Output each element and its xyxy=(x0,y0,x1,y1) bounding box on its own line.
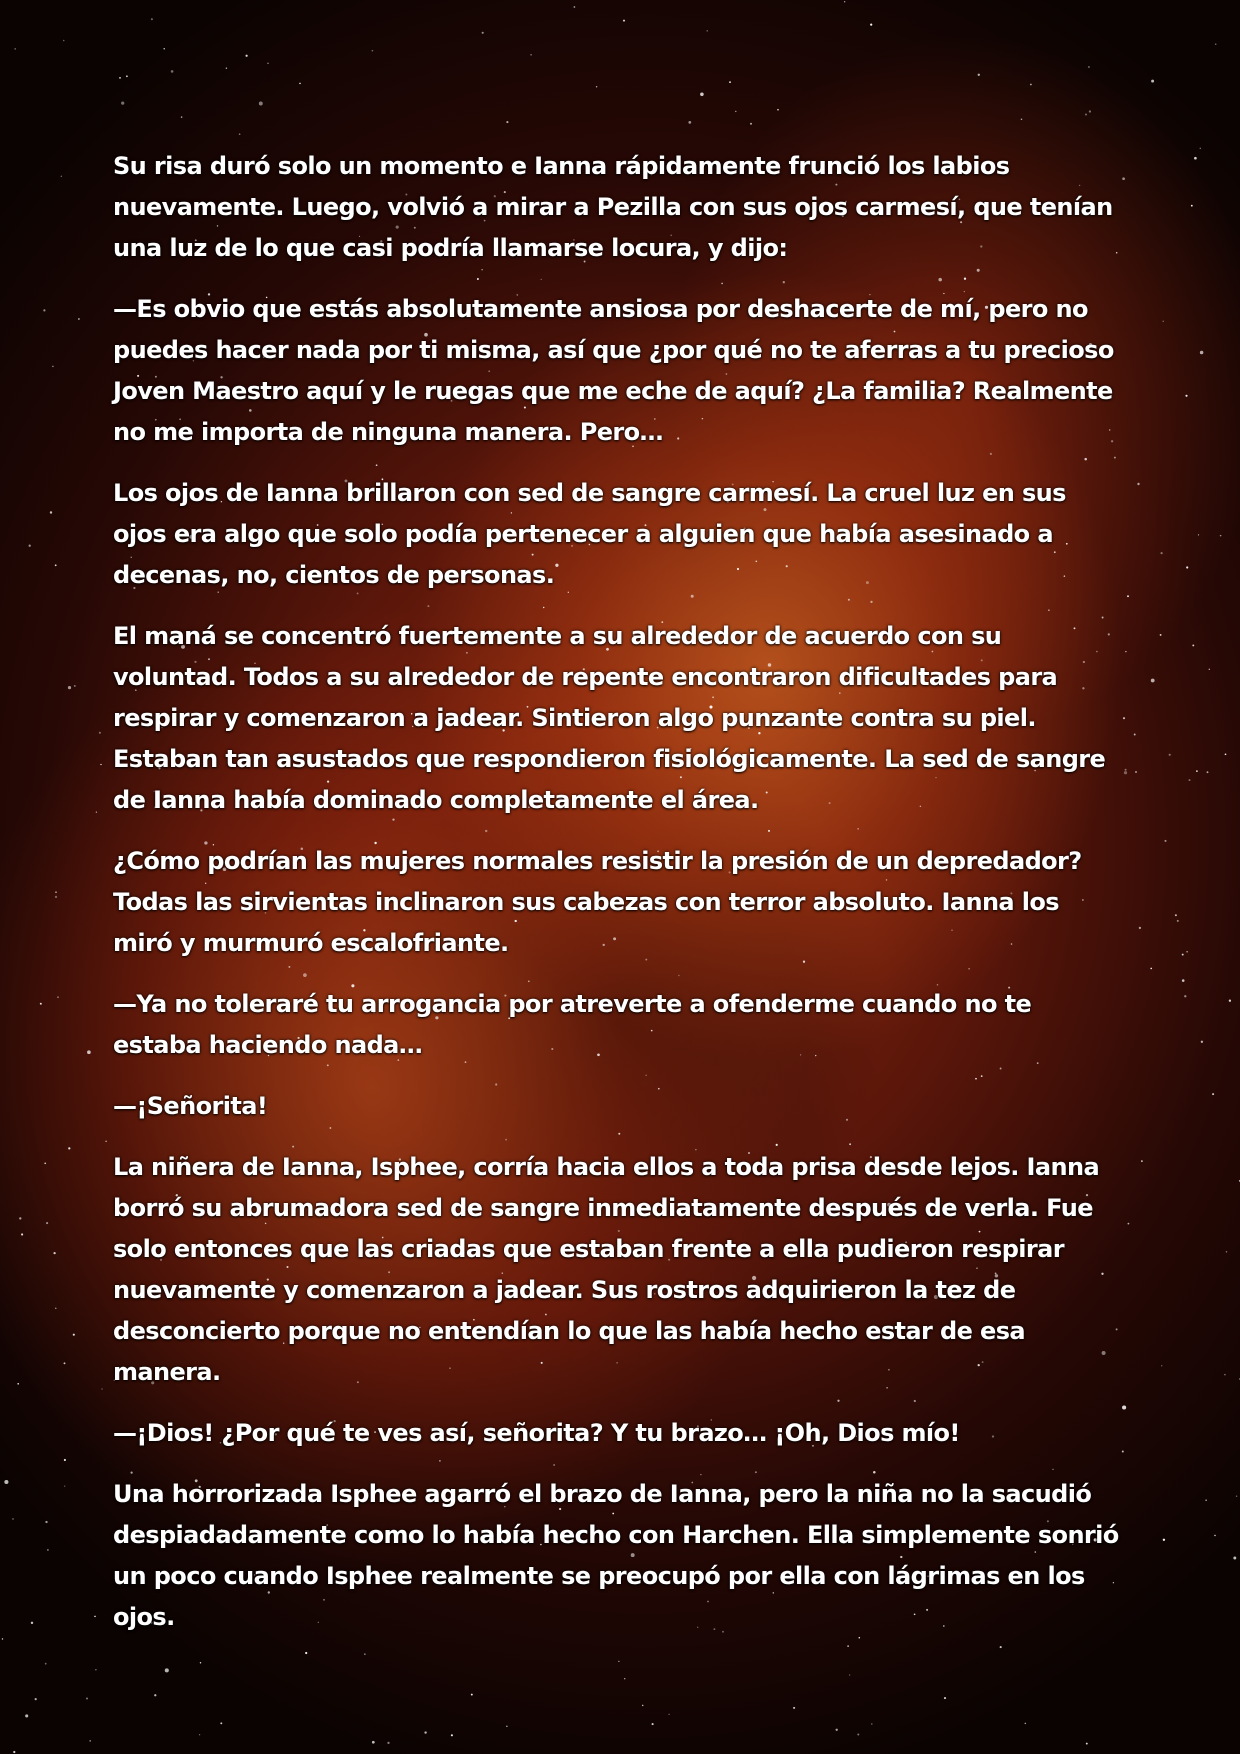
star-dot xyxy=(668,1714,669,1715)
star-dot xyxy=(1160,634,1162,636)
star-dot xyxy=(387,1742,389,1744)
star-dot xyxy=(944,1697,946,1699)
star-dot xyxy=(1125,651,1126,652)
star-dot xyxy=(471,1694,473,1696)
star-dot xyxy=(574,6,576,8)
star-dot xyxy=(1175,914,1177,916)
star-dot xyxy=(978,74,980,76)
star-dot xyxy=(750,123,752,125)
star-dot xyxy=(1236,1496,1237,1497)
star-dot xyxy=(43,309,45,311)
star-dot xyxy=(777,109,779,111)
star-dot xyxy=(1233,1557,1236,1560)
star-dot xyxy=(1196,770,1198,772)
star-dot xyxy=(1164,840,1166,842)
star-dot xyxy=(1209,669,1210,670)
star-dot xyxy=(506,121,508,123)
star-dot xyxy=(871,1723,872,1724)
star-dot xyxy=(1150,968,1152,970)
star-dot xyxy=(4,1480,8,1484)
paragraph-10: Una horrorizada Isphee agarró el brazo de Ianna, pero la niña no la sacudió despiadadamente como lo había hecho con Harchen. Ella simplemente sonrió un poco cuando Isphee realmente se preocupó por ella con lágrimas en los ojos. xyxy=(113,1480,1119,1631)
star-dot xyxy=(1229,1000,1231,1002)
star-dot xyxy=(1161,1365,1162,1366)
star-dot xyxy=(151,18,153,20)
star-dot xyxy=(64,1485,65,1486)
star-dot xyxy=(299,83,301,85)
star-dot xyxy=(165,1668,169,1672)
star-dot xyxy=(64,1459,66,1461)
paragraph-4: El maná se concentró fuertemente a su alrededor de acuerdo con su voluntad. Todos a su alrededor de repente encontraron dificultades para respirar y comenzaron a jadear. Sintieron algo punzante contra su piel. Estaban tan asustados que respondieron fisiológicamente. La sed de sangre de Ianna había dominado completamente el área. xyxy=(113,622,1106,814)
star-dot xyxy=(171,70,174,73)
star-dot xyxy=(181,116,183,118)
star-dot xyxy=(105,1140,107,1142)
story-text xyxy=(113,146,1123,1658)
star-dot xyxy=(154,1694,156,1696)
star-dot xyxy=(1184,995,1186,997)
star-dot xyxy=(1160,552,1162,554)
star-dot xyxy=(121,101,124,104)
star-dot xyxy=(1163,1539,1165,1541)
star-dot xyxy=(31,1622,33,1624)
star-dot xyxy=(1124,771,1127,774)
paragraph-3: Los ojos de Ianna brillaron con sed de sangre carmesí. La cruel luz en sus ojos era algo que solo podía pertenecer a alguien que había asesinado a decenas, no, cientos de personas. xyxy=(113,479,1066,589)
star-dot xyxy=(735,111,736,112)
star-dot xyxy=(642,1705,644,1707)
star-dot xyxy=(94,1616,96,1618)
star-dot xyxy=(86,1698,88,1700)
star-dot xyxy=(707,30,708,31)
paragraph-7: —¡Señorita! xyxy=(113,1092,268,1120)
star-dot xyxy=(652,1723,654,1725)
star-dot xyxy=(1200,351,1204,355)
star-dot xyxy=(1214,1535,1215,1536)
paragraph-8: La niñera de Ianna, Isphee, corría hacia ellos a toda prisa desde lejos. Ianna borró su abrumadora sed de sangre inmediatamente después de verla. Fue solo entonces que las criadas que estaban frente a ella pudieron respirar nuevamente y comenzaron a jadear. Sus rostros adquirieron la tez de desconcierto porque no entendían lo que las había hecho estar de esa manera. xyxy=(113,1153,1100,1386)
star-dot xyxy=(245,55,247,57)
star-dot xyxy=(35,1698,37,1700)
star-dot xyxy=(1186,566,1188,568)
star-dot xyxy=(55,891,57,893)
star-dot xyxy=(870,23,872,25)
star-dot xyxy=(1192,644,1194,646)
star-dot xyxy=(530,54,532,56)
star-dot xyxy=(844,1,845,2)
star-dot xyxy=(1086,1743,1088,1745)
star-dot xyxy=(17,1383,19,1385)
star-dot xyxy=(57,996,59,998)
star-dot xyxy=(1134,734,1136,736)
star-dot xyxy=(99,732,101,734)
star-dot xyxy=(1194,157,1197,160)
star-dot xyxy=(44,1162,46,1164)
star-dot xyxy=(1123,717,1125,719)
star-dot xyxy=(68,1147,70,1149)
star-dot xyxy=(55,896,57,898)
star-dot xyxy=(239,133,241,135)
star-dot xyxy=(101,1388,102,1389)
star-dot xyxy=(220,1722,222,1724)
star-dot xyxy=(19,1217,21,1219)
star-dot xyxy=(1220,535,1222,537)
star-dot xyxy=(25,1714,28,1717)
star-dot xyxy=(1151,80,1154,83)
star-dot xyxy=(1030,84,1032,86)
star-dot xyxy=(50,511,52,513)
star-dot xyxy=(1127,595,1129,597)
star-dot xyxy=(1088,66,1090,68)
star-dot xyxy=(64,1362,66,1364)
star-dot xyxy=(1201,1041,1203,1043)
star-dot xyxy=(729,81,731,83)
paragraph-5: ¿Cómo podrían las mujeres normales resistir la presión de un depredador? Todas las sirvientas inclinaron sus cabezas con terror absoluto. Ianna los miró y murmuró escalofriante. xyxy=(113,847,1082,957)
star-dot xyxy=(1205,1500,1206,1501)
star-dot xyxy=(55,1308,56,1309)
star-dot xyxy=(12,1518,13,1519)
star-dot xyxy=(424,1731,426,1733)
star-dot xyxy=(78,318,80,320)
star-dot xyxy=(1128,1223,1130,1225)
star-dot xyxy=(506,1726,507,1727)
star-dot xyxy=(14,48,16,50)
star-dot xyxy=(1169,754,1171,756)
star-dot xyxy=(119,77,121,79)
star-dot xyxy=(55,564,57,566)
star-dot xyxy=(29,545,31,547)
star-dot xyxy=(1137,483,1139,485)
star-dot xyxy=(1125,769,1127,771)
star-dot xyxy=(1141,1160,1143,1162)
star-dot xyxy=(849,1674,850,1675)
star-dot xyxy=(623,20,625,22)
star-dot xyxy=(46,1222,48,1224)
star-dot xyxy=(1163,321,1164,322)
star-dot xyxy=(199,1734,200,1735)
star-dot xyxy=(793,1707,795,1709)
paragraph-1: Su risa duró solo un momento e Ianna rápidamente frunció los labios nuevamente. Luego, volvió a mirar a Pezilla con sus ojos carmesí, que tenían una luz de lo que casi podría llamarse locura, y dijo: xyxy=(113,152,1113,262)
paragraph-2: —Es obvio que estás absolutamente ansiosa por deshacerte de mí, pero no puedes hacer nada por ti misma, así que ¿por qué no te aferras a tu precioso Joven Maestro aquí y le ruegas que me eche de aquí? ¿La familia? Realmente no me importa de ninguna manera. Pero… xyxy=(113,295,1114,446)
star-dot xyxy=(1212,1093,1214,1095)
paragraph-9: —¡Dios! ¿Por qué te ves así, señorita? Y tu brazo… ¡Oh, Dios mío! xyxy=(113,1419,960,1447)
star-dot xyxy=(96,811,97,812)
star-dot xyxy=(13,1751,15,1753)
star-dot xyxy=(1151,679,1155,683)
star-dot xyxy=(1177,920,1179,922)
star-dot xyxy=(1225,753,1227,755)
star-dot xyxy=(45,1663,47,1665)
star-dot xyxy=(688,121,691,124)
star-dot xyxy=(267,63,268,64)
star-dot xyxy=(73,1334,75,1336)
star-dot xyxy=(1186,951,1188,953)
star-dot xyxy=(1215,43,1217,45)
star-dot xyxy=(1182,954,1184,956)
star-dot xyxy=(89,1740,91,1742)
star-dot xyxy=(163,48,164,49)
star-dot xyxy=(1198,534,1199,535)
star-dot xyxy=(451,1734,453,1736)
star-dot xyxy=(1135,771,1137,773)
star-dot xyxy=(1089,110,1091,112)
star-dot xyxy=(2,1638,3,1639)
star-dot xyxy=(1226,1251,1228,1253)
star-dot xyxy=(87,1050,91,1054)
paragraph-6: —Ya no toleraré tu arrogancia por atreverte a ofenderme cuando no te estaba haciendo nada… xyxy=(113,990,1032,1059)
star-dot xyxy=(624,1678,625,1679)
star-dot xyxy=(45,1521,47,1523)
star-dot xyxy=(1207,771,1209,773)
star-dot xyxy=(200,1662,201,1663)
star-dot xyxy=(1139,927,1141,929)
star-dot xyxy=(74,685,76,687)
star-dot xyxy=(618,1661,619,1662)
star-dot xyxy=(1191,205,1193,207)
star-dot xyxy=(61,176,62,177)
star-dot xyxy=(482,32,484,34)
star-dot xyxy=(857,1734,859,1736)
star-dot xyxy=(126,75,128,77)
star-dot xyxy=(1182,979,1185,982)
star-dot xyxy=(1200,148,1201,149)
star-dot xyxy=(52,366,54,368)
star-dot xyxy=(700,93,704,97)
star-dot xyxy=(53,1252,55,1254)
star-dot xyxy=(95,1669,96,1670)
star-dot xyxy=(63,40,65,42)
star-dot xyxy=(226,67,227,68)
star-dot xyxy=(1021,119,1023,121)
star-dot xyxy=(47,1549,49,1551)
star-dot xyxy=(372,50,374,52)
star-dot xyxy=(596,86,597,87)
star-dot xyxy=(259,102,263,106)
star-dot xyxy=(1185,395,1187,397)
star-dot xyxy=(21,1233,23,1235)
star-dot xyxy=(372,1741,375,1744)
star-dot xyxy=(1025,1723,1027,1725)
star-dot xyxy=(1224,1374,1226,1376)
star-dot xyxy=(1085,113,1087,115)
star-dot xyxy=(100,764,101,765)
star-dot xyxy=(40,1003,42,1005)
star-dot xyxy=(68,686,71,689)
star-dot xyxy=(836,1729,838,1731)
star-dot xyxy=(1189,779,1191,781)
